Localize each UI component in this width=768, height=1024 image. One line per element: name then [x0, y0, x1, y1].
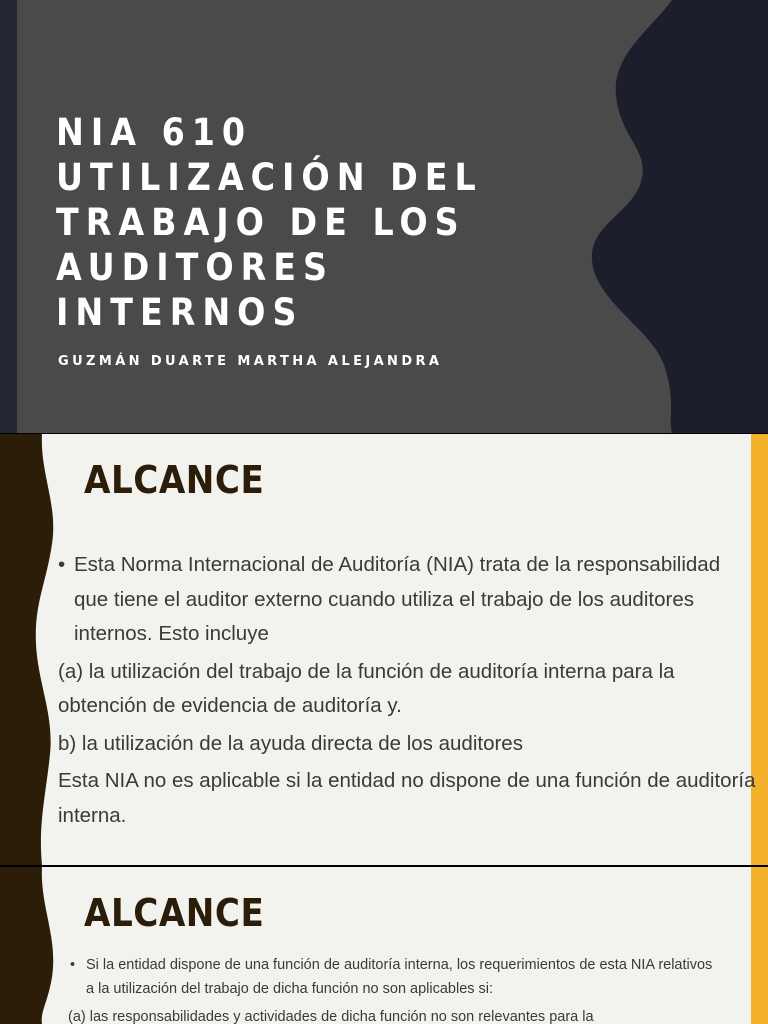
title-line-5: INTERNOS [56, 291, 304, 334]
title-line-1: NIA 610 [56, 111, 253, 154]
bullet-icon: • [70, 957, 76, 973]
title-line-2: UTILIZACIÓN DEL [56, 156, 483, 199]
bullet-item [58, 548, 758, 652]
bullet-text: Esta Norma Internacional de Auditoría (NIA) trata de la responsabilidad que tiene el auditor externo cuando utiliza el trabajo de los auditores internos. Esto incluye [74, 553, 721, 645]
title-line-3: TRABAJO DE LOS [56, 201, 466, 244]
title-line-4: AUDITORES [56, 246, 335, 289]
left-wave-band [0, 867, 60, 1024]
paragraph-b: b) la utilización de la ayuda directa de los auditores [58, 731, 523, 755]
left-wave-band [0, 434, 60, 865]
bullet-item [70, 953, 720, 1001]
presentation-title [56, 110, 576, 335]
paragraph-c: Esta NIA no es aplicable si la entidad no dispone de una función de auditoría interna. [58, 769, 756, 827]
paragraph-a: (a) las responsabilidades y actividades de dicha función no son relevantes para la [68, 1009, 594, 1024]
alcance-slide-1 [0, 434, 768, 865]
bullet-text: Si la entidad dispone de una función de auditoría interna, los requerimientos de esta NIA relativos a la utilización del trabajo de dicha función no son aplicables si: [86, 957, 713, 997]
bullet-icon: • [58, 553, 66, 576]
alcance-slide-2 [0, 867, 768, 1024]
slide-body [58, 548, 758, 833]
slide-body [70, 953, 720, 1024]
author-name: GUZMÁN DUARTE MARTHA ALEJANDRA [58, 354, 443, 369]
title-slide [0, 0, 768, 433]
accent-bar [751, 867, 768, 1024]
paragraph-a: (a) la utilización del trabajo de la función de auditoría interna para la obtención de evidencia de auditoría y. [58, 659, 675, 717]
slide-heading: ALCANCE [84, 458, 265, 502]
slide-heading: ALCANCE [84, 891, 265, 935]
